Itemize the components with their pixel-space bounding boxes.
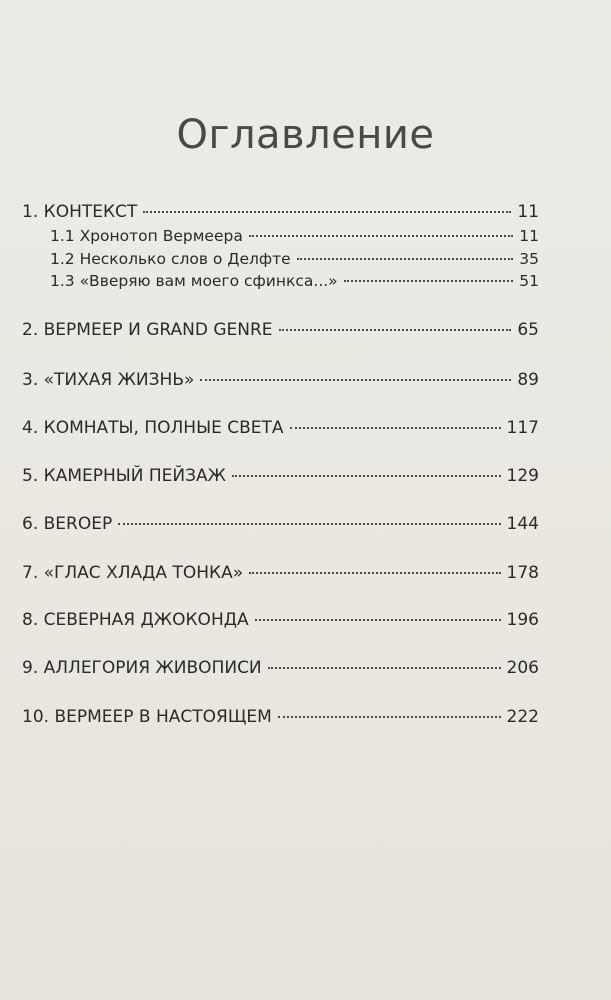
page-title: Оглавление (176, 112, 435, 158)
toc-entry-7 (22, 563, 539, 583)
leader-dots (297, 258, 514, 260)
toc-entry-label: 8. СЕВЕРНАЯ ДЖОКОНДА (22, 610, 249, 630)
leader-dots (118, 523, 500, 525)
leader-dots (143, 211, 511, 213)
toc-entry-page: 129 (506, 466, 539, 486)
toc-entry-label: 7. «ГЛАС ХЛАДА ТОНКА» (22, 563, 244, 583)
leader-dots (249, 235, 513, 237)
toc-entry-page: 89 (517, 370, 539, 390)
toc-entry-3 (22, 370, 539, 390)
toc-entry-1-2 (50, 250, 539, 268)
toc-entry-label: 1.2 Несколько слов о Делфте (50, 250, 291, 268)
toc-entry-1-3 (50, 272, 539, 290)
leader-dots (279, 329, 512, 331)
toc-entry-label: 5. КАМЕРНЫЙ ПЕЙЗАЖ (22, 466, 226, 486)
toc-entry-4 (22, 418, 539, 438)
leader-dots (200, 379, 511, 381)
toc-entry-page: 11 (519, 227, 539, 245)
leader-dots (268, 667, 501, 669)
toc-entry-page: 51 (519, 272, 539, 290)
toc-entry-2 (22, 320, 539, 340)
toc-entry-page: 35 (519, 250, 539, 268)
toc-entry-10 (22, 707, 539, 727)
toc-entry-label: 1.1 Хронотоп Вермеера (50, 227, 243, 245)
toc-entry-page: 65 (517, 320, 539, 340)
toc-entry-1-1 (50, 227, 539, 245)
leader-dots (278, 716, 501, 718)
toc-entry-page: 222 (506, 707, 539, 727)
toc-entry-label: 2. ВЕРМЕЕР И GRAND GENRE (22, 320, 273, 340)
toc-entry-8 (22, 610, 539, 630)
leader-dots (249, 572, 500, 574)
toc-entry-label: 4. КОМНАТЫ, ПОЛНЫЕ СВЕТА (22, 418, 284, 438)
toc-entry-label: 1. КОНТЕКСТ (22, 202, 138, 222)
toc-entry-6 (22, 514, 539, 534)
toc-entry-page: 178 (506, 563, 539, 583)
leader-dots (255, 619, 501, 621)
toc-entry-page: 196 (506, 610, 539, 630)
toc-entry-5 (22, 466, 539, 486)
leader-dots (232, 475, 501, 477)
leader-dots (344, 280, 514, 282)
toc-entry-1 (22, 202, 539, 222)
toc-entry-label: 3. «ТИХАЯ ЖИЗНЬ» (22, 370, 195, 390)
leader-dots (290, 427, 501, 429)
toc-entry-page: 144 (506, 514, 539, 534)
toc-entry-page: 11 (517, 202, 539, 222)
toc-entry-page: 206 (506, 658, 539, 678)
toc-entry-label: 10. ВЕРМЕЕР В НАСТОЯЩЕМ (22, 707, 272, 727)
toc-entry-9 (22, 658, 539, 678)
toc-entry-label: 9. АЛЛЕГОРИЯ ЖИВОПИСИ (22, 658, 262, 678)
toc-entry-label: 6. BEROEP (22, 514, 113, 534)
toc-entry-label: 1.3 «Вверяю вам моего сфинкса...» (50, 272, 338, 290)
toc-entry-page: 117 (506, 418, 539, 438)
